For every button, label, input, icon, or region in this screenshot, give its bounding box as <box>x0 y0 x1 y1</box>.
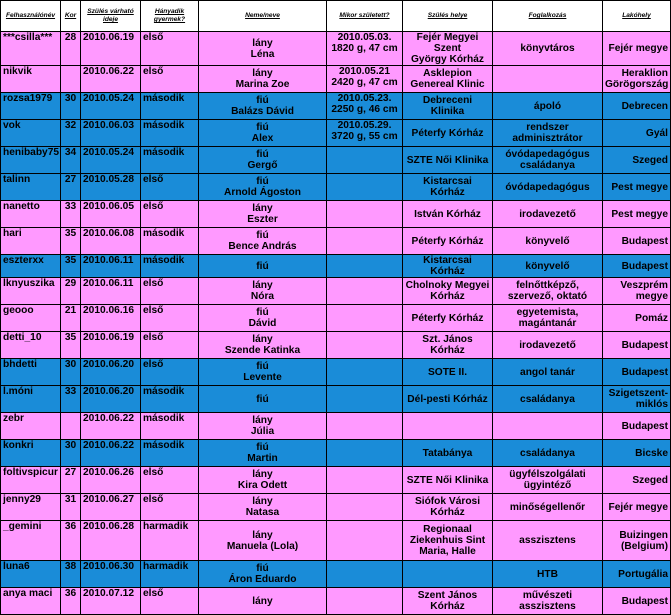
cell-due-date: 2010.05.28 <box>81 174 141 201</box>
cell-due-date: 2010.06.19 <box>81 332 141 359</box>
cell-due-date: 2010.07.12 <box>81 588 141 615</box>
header-row <box>1 1 671 32</box>
cell-child-order: első <box>141 494 199 521</box>
table-row <box>1 561 671 588</box>
table-row <box>1 305 671 332</box>
cell-birth-place: Asklepion Genereal Klinic <box>403 66 493 93</box>
cell-birth-place <box>403 413 493 440</box>
table-row <box>1 228 671 255</box>
cell-gender-name: fiú Arnold Ágoston <box>199 174 327 201</box>
table-row <box>1 255 671 278</box>
cell-age: 27 <box>61 174 81 201</box>
cell-residence: Heraklion Görögország <box>603 66 671 93</box>
cell-occupation: felnőttképző, szervező, oktató <box>493 278 603 305</box>
cell-gender-name: fiú <box>199 386 327 413</box>
cell-gender-name: fiú Gergő <box>199 147 327 174</box>
cell-gender-name: lány Eszter <box>199 201 327 228</box>
cell-occupation: családanya <box>493 440 603 467</box>
cell-age: 31 <box>61 494 81 521</box>
cell-residence: Buizingen (Belgium) <box>603 521 671 561</box>
header-cell: Felhasználónév <box>1 1 61 32</box>
cell-born <box>327 201 403 228</box>
cell-occupation: ápoló <box>493 93 603 120</box>
cell-occupation: egyetemista, magántanár <box>493 305 603 332</box>
header-cell: Foglalkozás <box>493 1 603 32</box>
cell-gender-name: fiú Levente <box>199 359 327 386</box>
cell-due-date: 2010.05.24 <box>81 147 141 174</box>
cell-occupation <box>493 66 603 93</box>
cell-gender-name: fiú Balázs Dávid <box>199 93 327 120</box>
cell-occupation: családanya <box>493 386 603 413</box>
table-row <box>1 588 671 615</box>
cell-child-order: első <box>141 174 199 201</box>
cell-username: nanetto <box>1 201 61 228</box>
cell-username: zebr <box>1 413 61 440</box>
cell-occupation: könyvelő <box>493 255 603 278</box>
cell-child-order: harmadik <box>141 521 199 561</box>
cell-occupation: óvódapedagógus <box>493 174 603 201</box>
cell-age <box>61 413 81 440</box>
cell-born: 2010.05.23. 2250 g, 46 cm <box>327 93 403 120</box>
cell-occupation <box>493 413 603 440</box>
cell-age: 27 <box>61 467 81 494</box>
cell-residence: Fejér megye <box>603 494 671 521</box>
table-row <box>1 278 671 305</box>
cell-age: 33 <box>61 386 81 413</box>
cell-born: 2010.05.21 2420 g, 47 cm <box>327 66 403 93</box>
cell-due-date: 2010.06.28 <box>81 521 141 561</box>
cell-gender-name: lány Júlia <box>199 413 327 440</box>
header-cell: Neme/neve <box>199 1 327 32</box>
table-row <box>1 494 671 521</box>
cell-birth-place: Dél-pesti Kórház <box>403 386 493 413</box>
cell-birth-place: Siófok Városi Kórház <box>403 494 493 521</box>
cell-child-order: első <box>141 332 199 359</box>
cell-child-order: első <box>141 588 199 615</box>
cell-due-date: 2010.06.30 <box>81 561 141 588</box>
cell-age: 36 <box>61 521 81 561</box>
cell-born <box>327 278 403 305</box>
cell-residence: Bicske <box>603 440 671 467</box>
cell-occupation: rendszer adminisztrátor <box>493 120 603 147</box>
cell-due-date: 2010.06.11 <box>81 278 141 305</box>
cell-child-order: második <box>141 120 199 147</box>
cell-gender-name: lány <box>199 588 327 615</box>
cell-age: 30 <box>61 93 81 120</box>
cell-child-order: első <box>141 359 199 386</box>
table-row <box>1 332 671 359</box>
cell-age: 35 <box>61 228 81 255</box>
cell-child-order: első <box>141 278 199 305</box>
cell-age: 38 <box>61 561 81 588</box>
cell-due-date: 2010.06.20 <box>81 386 141 413</box>
table-row <box>1 201 671 228</box>
cell-occupation: angol tanár <box>493 359 603 386</box>
cell-username: _gemini <box>1 521 61 561</box>
cell-age: 33 <box>61 201 81 228</box>
cell-username: rozsa1979 <box>1 93 61 120</box>
cell-occupation: asszisztens <box>493 521 603 561</box>
cell-occupation: minőségellenőr <box>493 494 603 521</box>
cell-birth-place: Szent János Kórház <box>403 588 493 615</box>
cell-occupation: könyvtáros <box>493 32 603 66</box>
cell-birth-place: Fejér Megyei Szent György Kórház <box>403 32 493 66</box>
cell-child-order: második <box>141 413 199 440</box>
cell-residence: Budapest <box>603 359 671 386</box>
cell-child-order: első <box>141 66 199 93</box>
cell-username: eszterxx <box>1 255 61 278</box>
cell-due-date: 2010.06.22 <box>81 413 141 440</box>
cell-born <box>327 305 403 332</box>
cell-born <box>327 588 403 615</box>
cell-age: 30 <box>61 359 81 386</box>
cell-occupation: irodavezető <box>493 201 603 228</box>
cell-due-date: 2010.06.05 <box>81 201 141 228</box>
cell-due-date: 2010.06.19 <box>81 32 141 66</box>
table-row <box>1 413 671 440</box>
cell-born <box>327 467 403 494</box>
cell-child-order: első <box>141 201 199 228</box>
header-cell: Hányadik gyermek? <box>141 1 199 32</box>
cell-birth-place <box>403 561 493 588</box>
cell-born: 2010.05.03. 1820 g, 47 cm <box>327 32 403 66</box>
cell-birth-place: Péterfy Kórház <box>403 120 493 147</box>
cell-username: talinn <box>1 174 61 201</box>
cell-username: nikvik <box>1 66 61 93</box>
cell-due-date: 2010.06.20 <box>81 359 141 386</box>
cell-residence: Fejér megye <box>603 32 671 66</box>
cell-residence: Budapest <box>603 255 671 278</box>
cell-child-order: második <box>141 255 199 278</box>
cell-born <box>327 413 403 440</box>
header-cell: Mikor született? <box>327 1 403 32</box>
table-row <box>1 147 671 174</box>
cell-occupation: könyvelő <box>493 228 603 255</box>
cell-age: 29 <box>61 278 81 305</box>
cell-age: 36 <box>61 588 81 615</box>
cell-child-order: első <box>141 467 199 494</box>
cell-born <box>327 440 403 467</box>
cell-username: ***csilla*** <box>1 32 61 66</box>
cell-due-date: 2010.06.16 <box>81 305 141 332</box>
cell-born <box>327 255 403 278</box>
cell-occupation: HTB <box>493 561 603 588</box>
cell-age: 35 <box>61 332 81 359</box>
cell-birth-place: SZTE Női Klinika <box>403 147 493 174</box>
cell-born <box>327 521 403 561</box>
table-row <box>1 32 671 66</box>
table-row <box>1 93 671 120</box>
cell-residence: Debrecen <box>603 93 671 120</box>
cell-gender-name: fiú Dávid <box>199 305 327 332</box>
cell-born: 2010.05.29. 3720 g, 55 cm <box>327 120 403 147</box>
cell-born <box>327 561 403 588</box>
cell-age: 32 <box>61 120 81 147</box>
cell-residence: Szeged <box>603 147 671 174</box>
cell-birth-place: Péterfy Kórház <box>403 228 493 255</box>
cell-age: 28 <box>61 32 81 66</box>
cell-born <box>327 174 403 201</box>
cell-residence: Szeged <box>603 467 671 494</box>
cell-birth-place: Szt. János Kórház <box>403 332 493 359</box>
table-row <box>1 386 671 413</box>
cell-occupation: ügyfélszolgálati ügyintéző <box>493 467 603 494</box>
cell-username: luna6 <box>1 561 61 588</box>
cell-gender-name: lány Natasa <box>199 494 327 521</box>
cell-username: konkri <box>1 440 61 467</box>
cell-gender-name: fiú Alex <box>199 120 327 147</box>
cell-gender-name: lány Léna <box>199 32 327 66</box>
cell-born <box>327 494 403 521</box>
cell-born <box>327 359 403 386</box>
cell-residence: Budapest <box>603 228 671 255</box>
table-row <box>1 359 671 386</box>
cell-due-date: 2010.06.03 <box>81 120 141 147</box>
cell-child-order: második <box>141 93 199 120</box>
cell-gender-name: lány Szende Katinka <box>199 332 327 359</box>
cell-birth-place: Kistarcsai Kórház <box>403 255 493 278</box>
cell-child-order: második <box>141 228 199 255</box>
cell-birth-place: SOTE II. <box>403 359 493 386</box>
cell-birth-place: Regionaal Ziekenhuis Sint Maria, Halle <box>403 521 493 561</box>
cell-username: bhdetti <box>1 359 61 386</box>
cell-username: anya maci <box>1 588 61 615</box>
cell-child-order: első <box>141 305 199 332</box>
cell-residence: Budapest <box>603 413 671 440</box>
cell-gender-name: fiú Áron Eduardo <box>199 561 327 588</box>
cell-residence: Veszprém megye <box>603 278 671 305</box>
cell-residence: Pest megye <box>603 201 671 228</box>
cell-due-date: 2010.05.24 <box>81 93 141 120</box>
cell-gender-name: fiú Bence András <box>199 228 327 255</box>
table-row <box>1 66 671 93</box>
cell-gender-name: lány Kira Odett <box>199 467 327 494</box>
cell-age <box>61 66 81 93</box>
cell-birth-place: SZTE Női Klinika <box>403 467 493 494</box>
cell-due-date: 2010.06.22 <box>81 66 141 93</box>
cell-residence: Pest megye <box>603 174 671 201</box>
cell-username: henibaby75 <box>1 147 61 174</box>
cell-born <box>327 147 403 174</box>
cell-gender-name: lány Marina Zoe <box>199 66 327 93</box>
cell-due-date: 2010.06.08 <box>81 228 141 255</box>
table-body <box>1 32 671 615</box>
cell-occupation: óvódapedagógus családanya <box>493 147 603 174</box>
cell-residence: Budapest <box>603 332 671 359</box>
cell-birth-place: Cholnoky Megyei Kórház <box>403 278 493 305</box>
cell-gender-name: fiú Martin <box>199 440 327 467</box>
cell-age: 35 <box>61 255 81 278</box>
table-row <box>1 120 671 147</box>
cell-child-order: harmadik <box>141 561 199 588</box>
cell-username: l.móni <box>1 386 61 413</box>
cell-username: lknyuszika <box>1 278 61 305</box>
header-cell: Kor <box>61 1 81 32</box>
cell-age: 30 <box>61 440 81 467</box>
cell-child-order: második <box>141 147 199 174</box>
cell-child-order: második <box>141 440 199 467</box>
cell-birth-place: Péterfy Kórház <box>403 305 493 332</box>
cell-born <box>327 332 403 359</box>
cell-born <box>327 228 403 255</box>
table-row <box>1 174 671 201</box>
cell-birth-place: Kistarcsai Kórház <box>403 174 493 201</box>
header-cell: Szülés helye <box>403 1 493 32</box>
cell-gender-name: lány Nóra <box>199 278 327 305</box>
cell-residence: Portugália <box>603 561 671 588</box>
header-cell: Lakóhely <box>603 1 671 32</box>
cell-birth-place: Debreceni Klinika <box>403 93 493 120</box>
table-row <box>1 521 671 561</box>
cell-age: 34 <box>61 147 81 174</box>
table-row <box>1 467 671 494</box>
cell-due-date: 2010.06.27 <box>81 494 141 521</box>
cell-occupation: irodavezető <box>493 332 603 359</box>
cell-born <box>327 386 403 413</box>
cell-residence: Szigetszent- miklós <box>603 386 671 413</box>
header-cell: Szülés várható ideje <box>81 1 141 32</box>
table-row <box>1 440 671 467</box>
cell-residence: Budapest <box>603 588 671 615</box>
cell-residence: Gyál <box>603 120 671 147</box>
cell-username: foltivspicur <box>1 467 61 494</box>
cell-username: vok <box>1 120 61 147</box>
cell-birth-place: István Kórház <box>403 201 493 228</box>
cell-child-order: második <box>141 386 199 413</box>
cell-due-date: 2010.06.11 <box>81 255 141 278</box>
cell-gender-name: lány Manuela (Lola) <box>199 521 327 561</box>
cell-age: 21 <box>61 305 81 332</box>
cell-birth-place: Tatabánya <box>403 440 493 467</box>
cell-username: geooo <box>1 305 61 332</box>
cell-due-date: 2010.06.22 <box>81 440 141 467</box>
cell-gender-name: fiú <box>199 255 327 278</box>
cell-due-date: 2010.06.26 <box>81 467 141 494</box>
cell-username: hari <box>1 228 61 255</box>
cell-child-order: első <box>141 32 199 66</box>
cell-username: detti_10 <box>1 332 61 359</box>
cell-occupation: művészeti asszisztens <box>493 588 603 615</box>
cell-residence: Pomáz <box>603 305 671 332</box>
cell-username: jenny29 <box>1 494 61 521</box>
